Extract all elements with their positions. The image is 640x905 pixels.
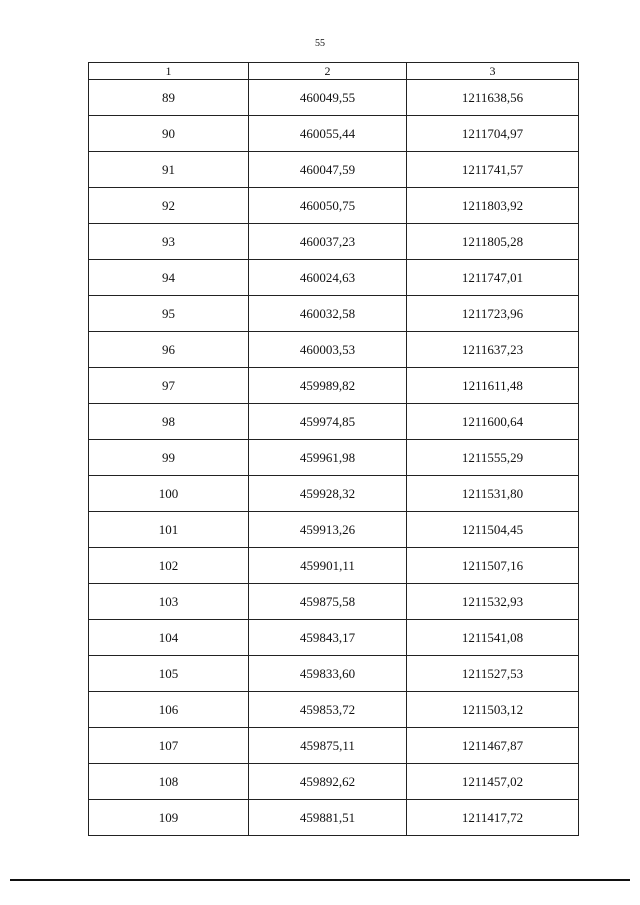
point-number-cell: 107 <box>89 728 249 764</box>
y-coordinate-cell: 1211637,23 <box>407 332 579 368</box>
table-row <box>89 656 579 692</box>
table-row <box>89 764 579 800</box>
x-coordinate-cell: 460049,55 <box>249 80 407 116</box>
x-coordinate-cell: 459853,72 <box>249 692 407 728</box>
table-row <box>89 476 579 512</box>
table-row <box>89 332 579 368</box>
x-coordinate-cell: 459875,11 <box>249 728 407 764</box>
y-coordinate-cell: 1211527,53 <box>407 656 579 692</box>
x-coordinate-cell: 460024,63 <box>249 260 407 296</box>
y-coordinate-cell: 1211805,28 <box>407 224 579 260</box>
y-coordinate-cell: 1211638,56 <box>407 80 579 116</box>
point-number-cell: 106 <box>89 692 249 728</box>
column-header-1: 1 <box>89 63 249 80</box>
point-number-cell: 94 <box>89 260 249 296</box>
y-coordinate-cell: 1211532,93 <box>407 584 579 620</box>
y-coordinate-cell: 1211507,16 <box>407 548 579 584</box>
x-coordinate-cell: 460003,53 <box>249 332 407 368</box>
y-coordinate-cell: 1211457,02 <box>407 764 579 800</box>
y-coordinate-cell: 1211704,97 <box>407 116 579 152</box>
x-coordinate-cell: 459881,51 <box>249 800 407 836</box>
x-coordinate-cell: 460037,23 <box>249 224 407 260</box>
table-row <box>89 116 579 152</box>
column-header-2: 2 <box>249 63 407 80</box>
table-header-row <box>89 63 579 80</box>
table-row <box>89 224 579 260</box>
x-coordinate-cell: 459875,58 <box>249 584 407 620</box>
table-row <box>89 296 579 332</box>
y-coordinate-cell: 1211611,48 <box>407 368 579 404</box>
point-number-cell: 99 <box>89 440 249 476</box>
x-coordinate-cell: 459892,62 <box>249 764 407 800</box>
footer-divider <box>10 879 630 881</box>
table-row <box>89 80 579 116</box>
point-number-cell: 89 <box>89 80 249 116</box>
table-row <box>89 728 579 764</box>
y-coordinate-cell: 1211503,12 <box>407 692 579 728</box>
y-coordinate-cell: 1211600,64 <box>407 404 579 440</box>
y-coordinate-cell: 1211803,92 <box>407 188 579 224</box>
point-number-cell: 100 <box>89 476 249 512</box>
point-number-cell: 103 <box>89 584 249 620</box>
y-coordinate-cell: 1211531,80 <box>407 476 579 512</box>
coordinates-table <box>88 62 579 836</box>
y-coordinate-cell: 1211467,87 <box>407 728 579 764</box>
y-coordinate-cell: 1211541,08 <box>407 620 579 656</box>
point-number-cell: 109 <box>89 800 249 836</box>
point-number-cell: 97 <box>89 368 249 404</box>
point-number-cell: 93 <box>89 224 249 260</box>
point-number-cell: 96 <box>89 332 249 368</box>
point-number-cell: 104 <box>89 620 249 656</box>
point-number-cell: 95 <box>89 296 249 332</box>
x-coordinate-cell: 460047,59 <box>249 152 407 188</box>
table-row <box>89 548 579 584</box>
table-row <box>89 584 579 620</box>
point-number-cell: 91 <box>89 152 249 188</box>
x-coordinate-cell: 459901,11 <box>249 548 407 584</box>
x-coordinate-cell: 460032,58 <box>249 296 407 332</box>
x-coordinate-cell: 459833,60 <box>249 656 407 692</box>
page-number: 55 <box>315 38 325 49</box>
point-number-cell: 92 <box>89 188 249 224</box>
table-row <box>89 512 579 548</box>
point-number-cell: 90 <box>89 116 249 152</box>
point-number-cell: 98 <box>89 404 249 440</box>
x-coordinate-cell: 459928,32 <box>249 476 407 512</box>
table-row <box>89 440 579 476</box>
x-coordinate-cell: 460050,75 <box>249 188 407 224</box>
y-coordinate-cell: 1211555,29 <box>407 440 579 476</box>
table-row <box>89 152 579 188</box>
y-coordinate-cell: 1211741,57 <box>407 152 579 188</box>
y-coordinate-cell: 1211417,72 <box>407 800 579 836</box>
point-number-cell: 101 <box>89 512 249 548</box>
table-row <box>89 188 579 224</box>
column-header-3: 3 <box>407 63 579 80</box>
table-row <box>89 800 579 836</box>
y-coordinate-cell: 1211504,45 <box>407 512 579 548</box>
x-coordinate-cell: 460055,44 <box>249 116 407 152</box>
point-number-cell: 105 <box>89 656 249 692</box>
table-row <box>89 620 579 656</box>
x-coordinate-cell: 459974,85 <box>249 404 407 440</box>
y-coordinate-cell: 1211723,96 <box>407 296 579 332</box>
point-number-cell: 102 <box>89 548 249 584</box>
table-row <box>89 368 579 404</box>
table-row <box>89 260 579 296</box>
x-coordinate-cell: 459843,17 <box>249 620 407 656</box>
x-coordinate-cell: 459961,98 <box>249 440 407 476</box>
point-number-cell: 108 <box>89 764 249 800</box>
table-row <box>89 692 579 728</box>
x-coordinate-cell: 459989,82 <box>249 368 407 404</box>
table-row <box>89 404 579 440</box>
y-coordinate-cell: 1211747,01 <box>407 260 579 296</box>
x-coordinate-cell: 459913,26 <box>249 512 407 548</box>
